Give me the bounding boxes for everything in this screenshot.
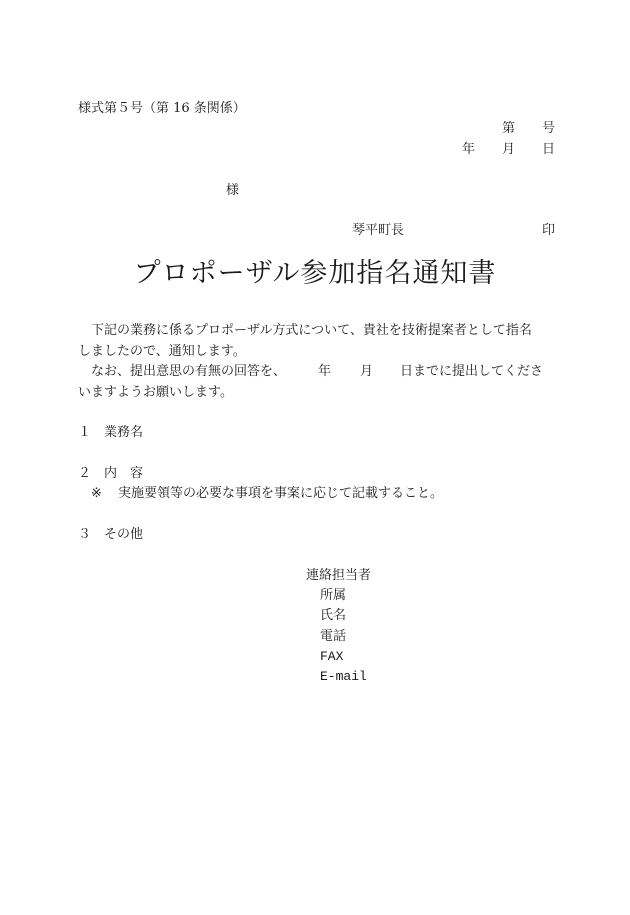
date-month: 月 (502, 142, 516, 157)
contact-field-email: E-mail (320, 669, 367, 684)
doc-number-suffix: 号 (542, 121, 556, 136)
body-paragraph2-lead: なお、提出意思の有無の回答を、 (91, 364, 287, 379)
date-year: 年 (462, 142, 476, 157)
section-1-number: １ (78, 425, 92, 440)
section-2-label: 内 容 (104, 466, 144, 481)
reply-year: 年 (318, 364, 332, 379)
contact-field-affiliation: 所属 (320, 588, 347, 603)
seal-mark: 印 (542, 223, 556, 238)
section-2-number: ２ (78, 466, 92, 481)
date-day: 日 (542, 142, 556, 157)
body-paragraph1-line1: 下記の業務に係るプロポーザル方式について、貴社を技術提案者として指名 (91, 323, 532, 338)
body-paragraph2-line2: いますようお願いします。 (78, 385, 233, 400)
form-number: 様式第５号（第 16 条関係） (78, 101, 246, 116)
sender-name: 琴平町長 (352, 223, 405, 238)
addressee-suffix: 様 (226, 183, 240, 198)
contact-field-fax: FAX (320, 649, 344, 664)
section-2-note-mark: ※ (91, 486, 102, 501)
body-paragraph1-line2: しましたので、通知します。 (78, 344, 246, 359)
section-3-number: ３ (78, 527, 92, 542)
doc-number-prefix: 第 (502, 121, 516, 136)
reply-day-rest: 日までに提出してくださ (400, 364, 544, 379)
section-1-label: 業務名 (104, 425, 144, 440)
contact-heading: 連絡担当者 (306, 568, 372, 583)
contact-field-phone: 電話 (320, 629, 347, 644)
document-title: プロポーザル参加指名通知書 (133, 258, 497, 289)
contact-field-name: 氏名 (320, 608, 347, 623)
section-2-note: 実施要領等の必要な事項を事案に応じて記載すること。 (118, 486, 444, 501)
section-3-label: その他 (104, 527, 144, 542)
reply-month: 月 (360, 364, 374, 379)
